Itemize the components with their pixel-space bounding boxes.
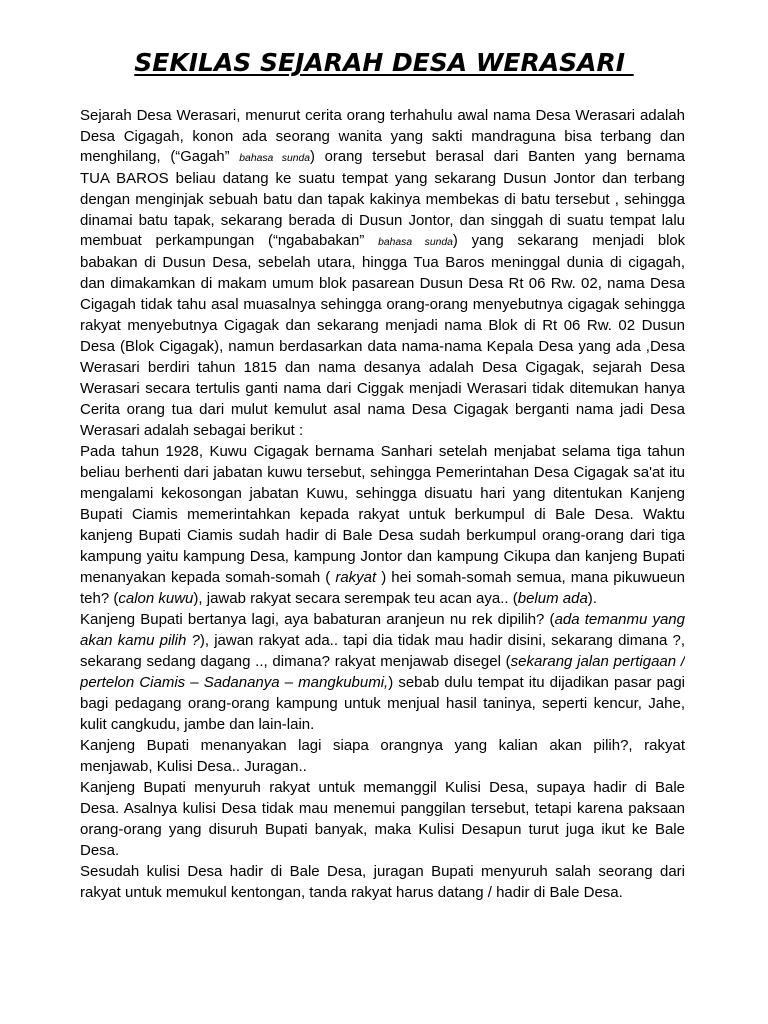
paragraph — [80, 861, 685, 903]
text-segment: ), jawan rakyat ada.. tapi dia tidak mau hadir disini, sekarang dimana ?, — [199, 632, 685, 649]
document-body — [80, 105, 685, 903]
text-segment: ) hei somah-somah semua, mana pikuwueun — [376, 569, 685, 586]
text-line — [80, 567, 685, 588]
text-segment: teh? ( — [80, 590, 119, 607]
text-line — [80, 672, 685, 693]
text-line: Desa. Asalnya kulisi Desa tidak mau menemui panggilan tersebut, tetapi karena paksaan — [80, 800, 685, 817]
text-line: kulit cangkudu, jambe dan lain-lain. — [80, 716, 315, 733]
text-line: orang-orang yang disuruh Bupati banyak, maka Kulisi Desapun turut juga ikut ke Bale — [80, 821, 685, 838]
text-line: kanjeng Bupati Ciamis sudah hadir di Bale Desa sudah berkumpul orang-orang dari tiga — [80, 527, 685, 544]
text-line: Werasari secara tertulis ganti nama dari Ciggak menjadi Werasari tidak ditemukan hanya — [80, 380, 685, 397]
text-segment: ) orang tersebut berasal dari Banten yang bernama — [310, 149, 685, 165]
text-line — [80, 231, 685, 252]
text-line — [80, 630, 685, 651]
text-line: Cigagah tidak tahu asal muasalnya sehingga orang-orang menyebutnya cigagak sehingga — [80, 296, 685, 313]
text-line: Desa Cigagah, konon ada seorang wanita yang sakti mandraguna bisa terbang dan — [80, 128, 685, 145]
paragraph — [80, 105, 685, 441]
text-line: Pada tahun 1928, Kuwu Cigagak bernama Sanhari setelah menjabat selama tiga tahun — [80, 443, 685, 460]
text-line: babakan di Dusun Desa, sebelah utara, hingga Tua Baros meninggal dunia di cigagah, — [80, 254, 685, 271]
text-line: rakyat untuk memukul kentongan, tanda rakyat harus datang / hadir di Bale Desa. — [80, 884, 623, 901]
text-line: Werasari berdiri tahun 1815 dan nama desanya adalah Desa Cigagak, sejarah Desa — [80, 359, 685, 376]
text-line — [80, 588, 685, 609]
text-segment: Kanjeng Bupati bertanya lagi, aya babaturan aranjeun nu rek dipilih? ( — [80, 611, 555, 628]
text-line: bagi pedagang orang-orang kampung untuk menjual hasil taninya, seperti kencur, Jahe, — [80, 695, 685, 712]
paragraph — [80, 735, 685, 777]
text-line: beliau berhenti dari jabatan kuwu tersebut, sehingga Pemerintahan Desa Cigagak sa'at itu — [80, 464, 685, 481]
paragraph — [80, 609, 685, 735]
text-segment: menanyakan kepada somah-somah ( — [80, 569, 336, 586]
text-segment: membuat perkampungan (“ngababakan” — [80, 233, 379, 249]
text-segment: ) yang sekarang menjadi blok — [452, 233, 685, 249]
text-line: Bupati Ciamis memerintahkan kepada rakyat untuk berkumpul di Bale Desa. Waktu — [80, 506, 685, 523]
text-line: dengan menginjak sebuah batu dan tapak kakinya membekas di batu tersebut , sehingga — [80, 191, 685, 208]
text-segment: ), jawab rakyat secara serempak teu acan aya.. ( — [193, 590, 518, 607]
italic-text: akan kamu pilih ? — [80, 632, 200, 649]
paragraph — [80, 441, 685, 609]
text-line: Cerita orang tua dari mulut kemulut asal nama Desa Cigagak berganti nama jadi Desa — [80, 401, 685, 418]
text-line: mengalami kekosongan jabatan Kuwu, sehingga disuatu hari yang ditentukan Kanjeng — [80, 485, 685, 502]
text-line — [80, 609, 685, 630]
italic-text: pertelon Ciamis – Sadananya – mangkubumi, — [80, 674, 389, 691]
text-line: Kanjeng Bupati menyuruh rakyat untuk memanggil Kulisi Desa, supaya hadir di Bale — [80, 779, 685, 796]
text-line: Desa. — [80, 842, 120, 859]
text-line: dan dimakamkan di makam umum blok pasarean Dusun Desa Rt 06 Rw. 02, nama Desa — [80, 275, 685, 292]
document-title-text: SEKILAS SEJARAH DESA WERASARI — [134, 48, 634, 77]
text-segment: ). — [587, 590, 597, 607]
text-line: kampung yaitu kampung Desa, kampung Jontor dan kampung Cikupa dan kanjeng Bupati — [80, 548, 685, 565]
italic-text: ada temanmu yang — [554, 611, 685, 628]
italic-text: calon kuwu — [118, 590, 194, 607]
text-line: Kanjeng Bupati menanyakan lagi siapa orangnya yang kalian akan pilih?, rakyat — [80, 737, 685, 754]
text-line: Sesudah kulisi Desa hadir di Bale Desa, juragan Bupati menyuruh salah seorang dari — [80, 863, 685, 880]
text-segment: menghilang, (“Gagah” — [80, 149, 240, 165]
text-line: Werasari adalah sebagai berikut : — [80, 422, 304, 439]
italic-text: belum ada — [517, 590, 588, 607]
text-line: rakyat menyebutnya Cigagak dan sekarang menjadi nama Blok di Rt 06 Rw. 02 Dusun — [80, 317, 685, 334]
text-line: Desa (Blok Cigagak), namun berdasarkan data nama-nama Kepala Desa yang ada ,Desa — [80, 338, 685, 355]
italic-text: rakyat — [335, 569, 377, 586]
gloss-text: bahasa sunda — [239, 153, 311, 164]
text-line: dinamai batu tapak, sekarang berada di Dusun Jontor, dan singgah di suatu tempat lalu — [80, 212, 685, 229]
text-line — [80, 147, 685, 168]
text-segment: sekarang sedang dagang .., dimana? rakyat menjawab disegel ( — [80, 653, 511, 670]
text-line: Sejarah Desa Werasari, menurut cerita orang terhahulu awal nama Desa Werasari adalah — [80, 107, 685, 124]
text-line — [80, 651, 685, 672]
italic-text: sekarang jalan pertigaan / — [510, 653, 685, 670]
text-line: menjawab, Kulisi Desa.. Juragan.. — [80, 758, 307, 775]
paragraph — [80, 777, 685, 861]
text-line: TUA BAROS beliau datang ke suatu tempat yang sekarang Dusun Jontor dan terbang — [80, 170, 685, 187]
document-title — [0, 48, 768, 78]
text-segment: ) sebab dulu tempat itu dijadikan pasar pagi — [388, 674, 685, 691]
gloss-text: bahasa sunda — [378, 237, 453, 248]
